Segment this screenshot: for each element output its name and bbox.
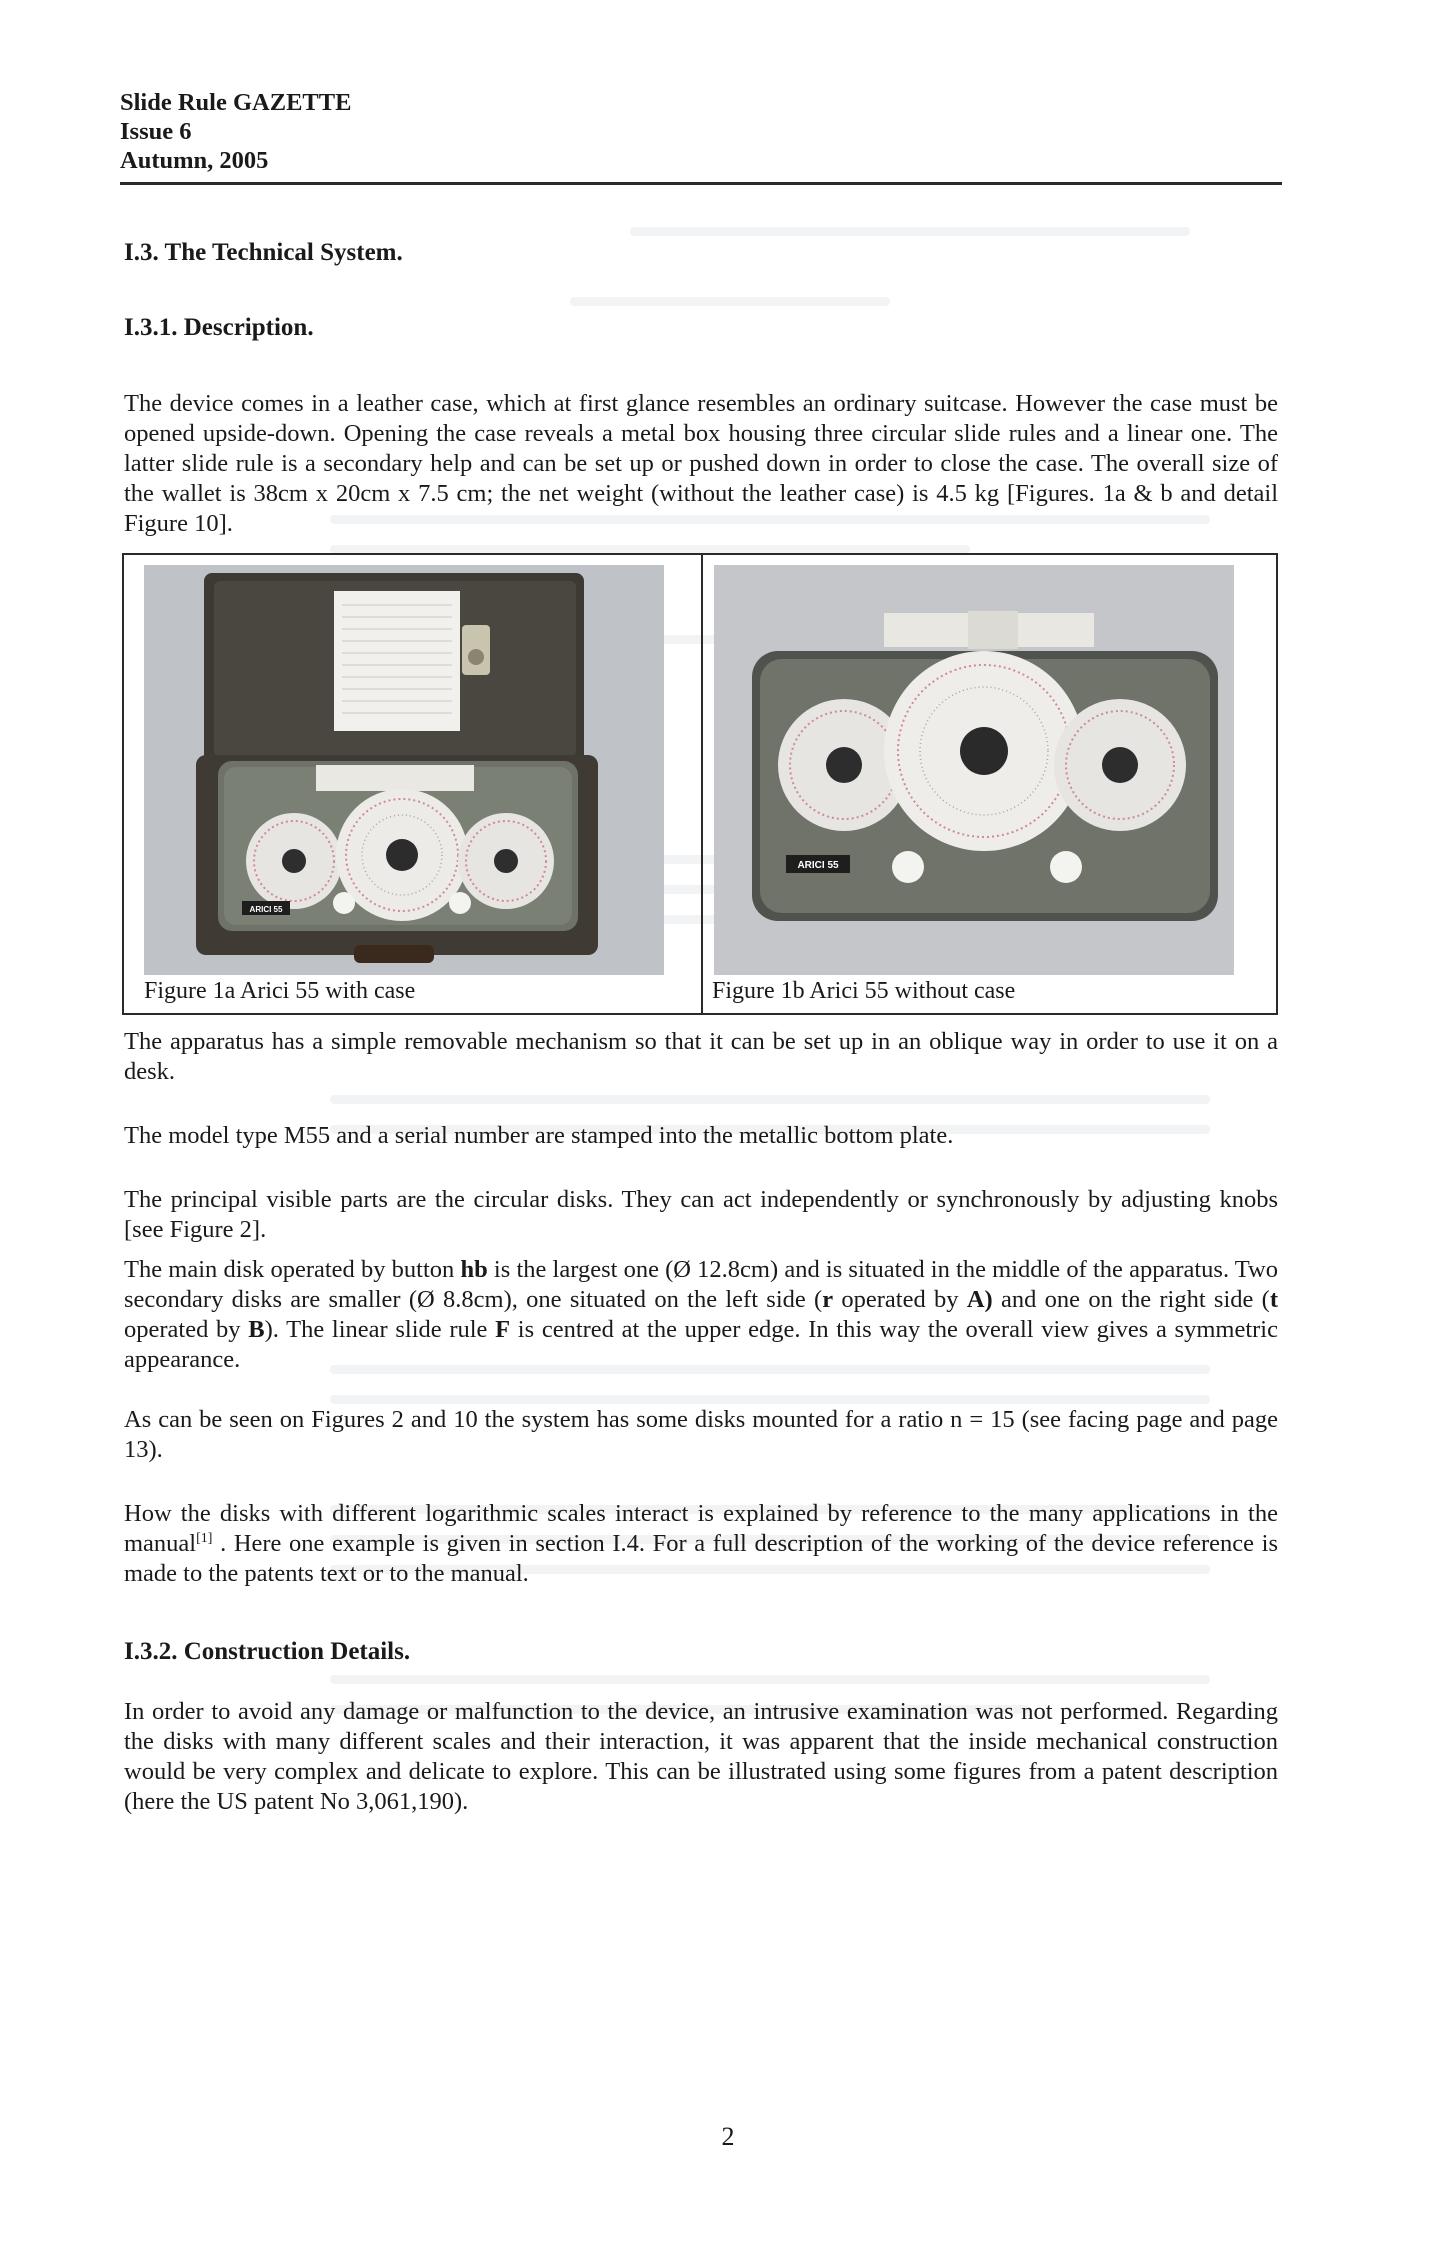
paragraph-case-description: The device comes in a leather case, which at first glance resembles an ordinary suitcase. However the case must be opened upside-down. Opening the case reveals a metal box housing three circular slide rules and a linear one. The latter slide rule is a secondary help and can be set up or pushed down in order to close the case. The overall size of the wallet is 38cm x 20cm x 7.5 cm; the net weight (without the leather case) is 4.5 kg [Figures. 1a & b and detail Figure 10]. xyxy=(124,390,1278,537)
figure-1a-caption: Figure 1a Arici 55 with case xyxy=(140,977,419,1005)
header-rule xyxy=(120,182,1282,185)
arici-badge-1a: ARICI 55 xyxy=(249,905,283,914)
paragraph-mechanism: The apparatus has a simple removable mechanism so that it can be set up in an oblique way in order to use it on a desk. xyxy=(124,1028,1278,1085)
section-heading: I.3. The Technical System. xyxy=(124,239,403,266)
paragraph-model-type: The model type M55 and a serial number are stamped into the metallic bottom plate. xyxy=(124,1122,954,1149)
paragraph-main-disk: The main disk operated by button hb is the largest one (Ø 12.8cm) and is situated in the middle of the apparatus. Two secondary disks are smaller (Ø 8.8cm), one situated on the left side (r operated by A) and one on the right side (t operated by B). The linear slide rule F is centred at the upper edge. In this way the overall view gives a symmetric appearance. xyxy=(124,1256,1279,1373)
publication-title: Slide Rule GAZETTE xyxy=(120,89,352,116)
article-body xyxy=(124,238,1278,1817)
arici-badge-1b: ARICI 55 xyxy=(797,860,839,871)
subsection-heading-construction: I.3.2. Construction Details. xyxy=(124,1638,411,1665)
figure-1a-photo xyxy=(144,565,664,975)
figure-1b-photo xyxy=(714,565,1234,975)
page-header xyxy=(120,88,351,175)
subsection-heading-description: I.3.1. Description. xyxy=(124,314,314,341)
paragraph-logarithmic-scales: How the disks with different logarithmic scales interact is explained by reference to the many applications in the manual[1] . Here one example is given in section I.4. For a full description of the working of the device reference is made to the patents text or to the manual. xyxy=(124,1500,1278,1587)
figure-divider xyxy=(701,555,703,1013)
page-number: 2 xyxy=(721,2122,735,2151)
figure-1b-caption: Figure 1b Arici 55 without case xyxy=(708,977,1019,1005)
manual-reference: [1] xyxy=(196,1531,213,1546)
issue-season: Autumn, 2005 xyxy=(120,147,269,174)
issue-number: Issue 6 xyxy=(120,118,192,145)
paragraph-visible-parts: The principal visible parts are the circular disks. They can act independently or synchronously by adjusting knobs [see Figure 2]. xyxy=(124,1186,1278,1243)
paragraph-construction: In order to avoid any damage or malfunction to the device, an intrusive examination was not performed. Regarding the disks with many different scales and their interaction, it was apparent that the inside mechanical construction would be very complex and delicate to explore. This can be illustrated using some figures from a patent description (here the US patent No 3,061,190). xyxy=(124,1698,1278,1815)
figure-panel xyxy=(122,553,1278,1015)
paragraph-ratio: As can be seen on Figures 2 and 10 the system has some disks mounted for a ratio n = 15 (see facing page and page 13). xyxy=(124,1406,1278,1463)
